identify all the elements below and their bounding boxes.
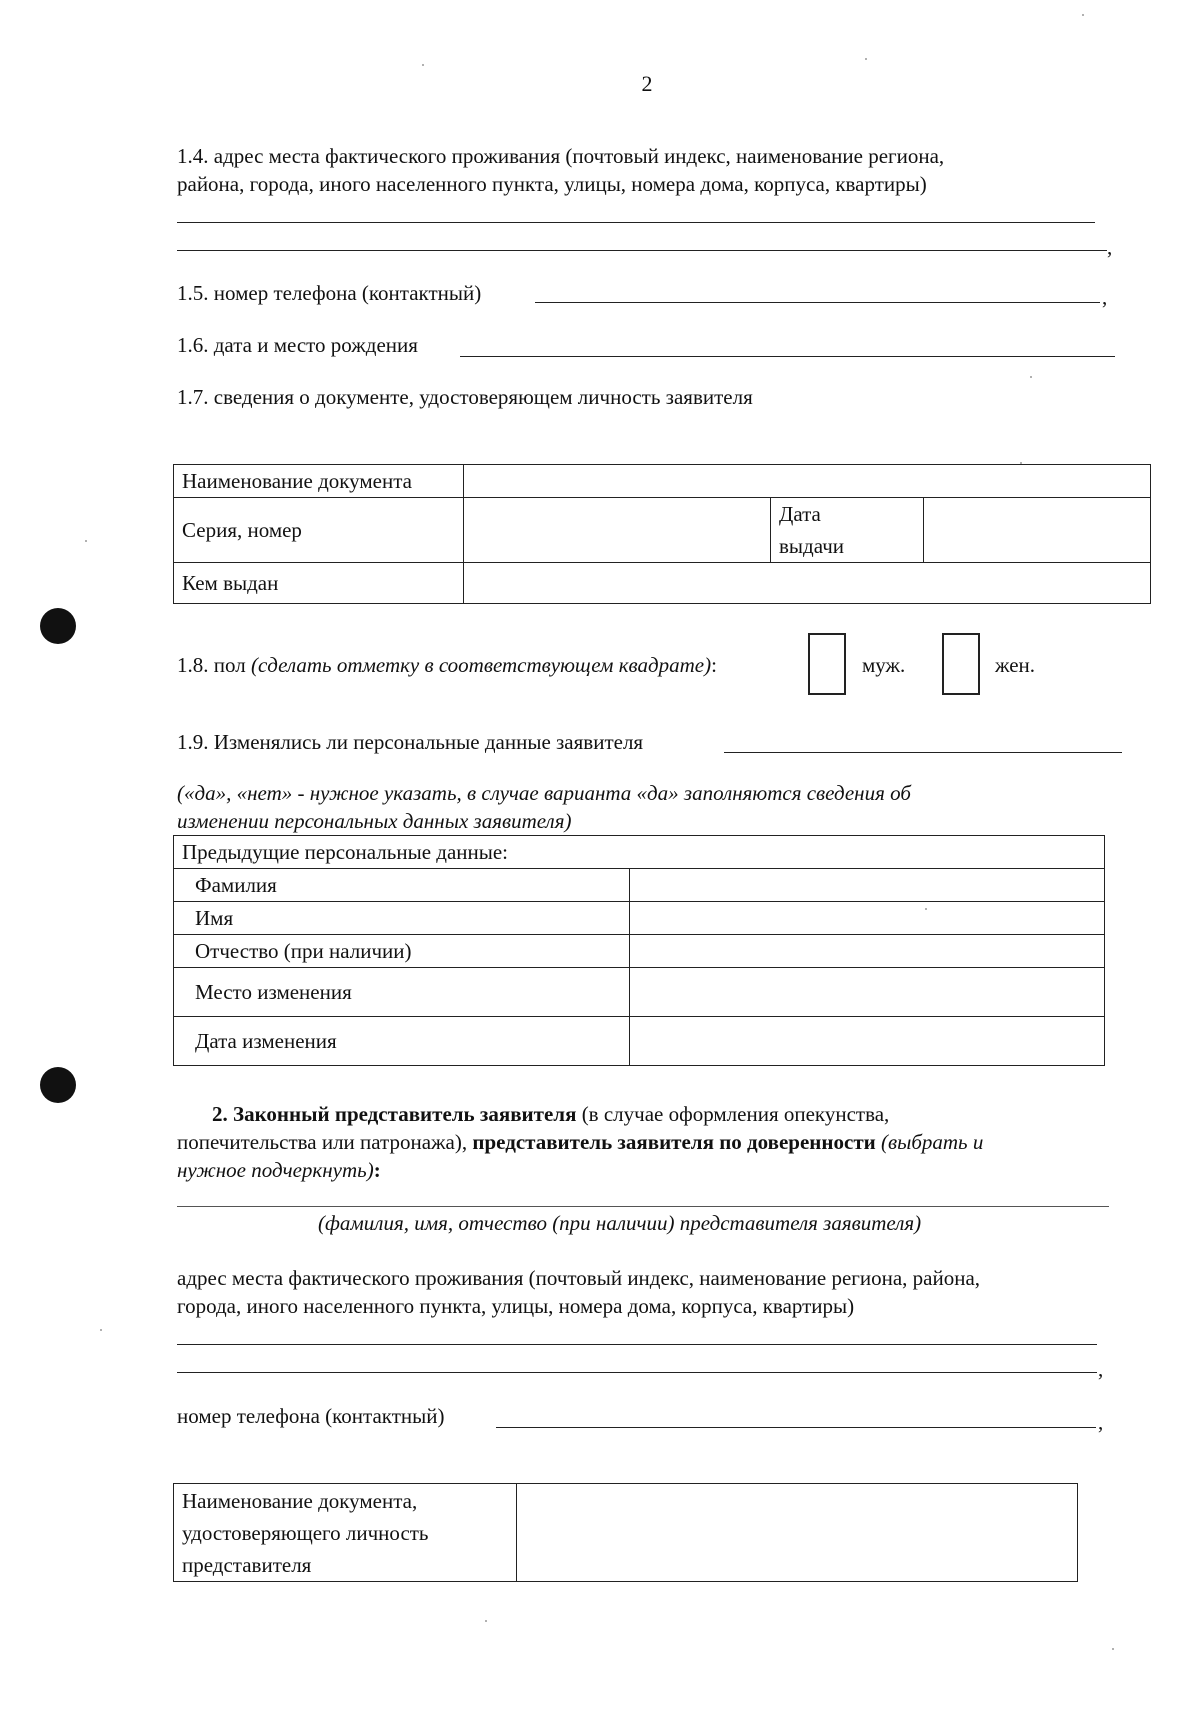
- scan-speck: [1082, 14, 1084, 16]
- female-label: жен.: [995, 653, 1036, 677]
- issue-date-label-line2: выдачи: [779, 534, 844, 558]
- change-place-field[interactable]: [630, 968, 1105, 1017]
- scan-speck: [422, 64, 424, 66]
- male-checkbox[interactable]: [808, 633, 846, 695]
- female-checkbox[interactable]: [942, 633, 980, 695]
- identity-doc-label: 1.7. сведения о документе, удостоверяющем личность заявителя: [177, 385, 753, 409]
- change-date-field[interactable]: [630, 1017, 1105, 1066]
- doc-name-label: Наименование документа: [174, 465, 464, 498]
- representative-by-proxy: представитель заявителя по доверенности: [472, 1130, 876, 1154]
- rep-doc-table: [173, 1483, 1078, 1582]
- prev-name-label: Имя: [174, 902, 630, 935]
- representative-title-line: [212, 1100, 889, 1128]
- phone-line[interactable]: [535, 302, 1100, 303]
- representative-line2-start: попечительства или патронажа),: [177, 1130, 473, 1154]
- scan-speck: [1112, 1648, 1114, 1650]
- scan-speck: [100, 1329, 102, 1331]
- punch-hole-bottom: [40, 1067, 76, 1103]
- change-date-label: Дата изменения: [174, 1017, 630, 1066]
- rep-address-line-1[interactable]: [177, 1344, 1097, 1345]
- prev-patronymic-label: Отчество (при наличии): [174, 935, 630, 968]
- gender-colon: :: [711, 653, 717, 677]
- scan-speck: [865, 58, 867, 60]
- rep-phone-comma: ,: [1098, 1410, 1104, 1434]
- prev-patronymic-field[interactable]: [630, 935, 1105, 968]
- data-changed-line[interactable]: [724, 752, 1122, 753]
- address-line-2[interactable]: [177, 250, 1107, 251]
- issued-by-field[interactable]: [464, 563, 1151, 604]
- representative-name-line[interactable]: [177, 1206, 1109, 1207]
- representative-line2: [177, 1128, 983, 1156]
- address-label-line2: района, города, иного населенного пункта, улицы, номера дома, корпуса, квартиры): [177, 172, 927, 196]
- series-number-field[interactable]: [464, 498, 771, 563]
- male-label: муж.: [862, 653, 906, 677]
- rep-address-label-line2: города, иного населенного пункта, улицы, номера дома, корпуса, квартиры): [177, 1294, 855, 1318]
- page-number: 2: [641, 71, 653, 96]
- rep-address-comma: ,: [1098, 1357, 1104, 1381]
- scan-speck: [1020, 462, 1022, 464]
- scan-speck: [85, 540, 87, 542]
- representative-title: 2. Законный представитель заявителя: [212, 1102, 577, 1126]
- address-comma: ,: [1107, 235, 1113, 259]
- data-changed-note-line1: («да», «нет» - нужное указать, в случае варианта «да» заполняются сведения об: [177, 781, 911, 805]
- birth-line[interactable]: [460, 356, 1115, 357]
- issue-date-label: [771, 498, 924, 563]
- scan-speck: [925, 908, 927, 910]
- change-place-label: Место изменения: [174, 968, 630, 1017]
- birth-label: 1.6. дата и место рождения: [177, 333, 418, 357]
- rep-phone-line[interactable]: [496, 1427, 1096, 1428]
- rep-phone-label: номер телефона (контактный): [177, 1404, 445, 1428]
- rep-doc-label: [174, 1484, 517, 1582]
- prev-surname-label: Фамилия: [174, 869, 630, 902]
- issue-date-label-line1: Дата: [779, 502, 821, 526]
- issued-by-label: Кем выдан: [174, 563, 464, 604]
- rep-address-label-line1: адрес места фактического проживания (почтовый индекс, наименование региона, района,: [177, 1266, 981, 1290]
- phone-label: 1.5. номер телефона (контактный): [177, 281, 482, 305]
- data-changed-label: 1.9. Изменялись ли персональные данные заявителя: [177, 730, 644, 754]
- gender-label: 1.8. пол: [177, 653, 246, 677]
- scan-speck: [485, 1620, 487, 1622]
- identity-doc-table: [173, 464, 1151, 604]
- rep-doc-label-line2: удостоверяющего личность: [182, 1520, 429, 1545]
- representative-line3: [177, 1156, 381, 1184]
- series-number-label: Серия, номер: [174, 498, 464, 563]
- rep-address-line-2[interactable]: [177, 1372, 1097, 1373]
- representative-underline-hint: нужное подчеркнуть): [177, 1158, 374, 1182]
- rep-doc-field[interactable]: [517, 1484, 1078, 1582]
- rep-doc-label-line1: Наименование документа,: [182, 1488, 418, 1513]
- prev-surname-field[interactable]: [630, 869, 1105, 902]
- address-line-1[interactable]: [177, 222, 1095, 223]
- prev-name-field[interactable]: [630, 902, 1105, 935]
- representative-choose-hint: (выбрать и: [875, 1130, 984, 1154]
- rep-doc-label-line3: представителя: [182, 1552, 312, 1577]
- representative-title-rest: (в случае оформления опекунства,: [576, 1102, 890, 1126]
- gender-hint: (сделать отметку в соответствующем квадрате): [250, 653, 712, 677]
- data-changed-note-line2: изменении персональных данных заявителя): [177, 809, 572, 833]
- representative-colon: :: [373, 1158, 381, 1182]
- punch-hole-top: [40, 608, 76, 644]
- phone-comma: ,: [1102, 285, 1108, 309]
- representative-name-caption: (фамилия, имя, отчество (при наличии) представителя заявителя): [318, 1211, 922, 1235]
- issue-date-field[interactable]: [924, 498, 1151, 563]
- previous-data-table: [173, 835, 1105, 1066]
- address-label-line1: 1.4. адрес места фактического проживания (почтовый индекс, наименование региона,: [177, 144, 945, 168]
- doc-name-field[interactable]: [464, 465, 1151, 498]
- scan-speck: [1030, 376, 1032, 378]
- gender-row: [177, 651, 717, 679]
- previous-data-header: Предыдущие персональные данные:: [174, 836, 1105, 869]
